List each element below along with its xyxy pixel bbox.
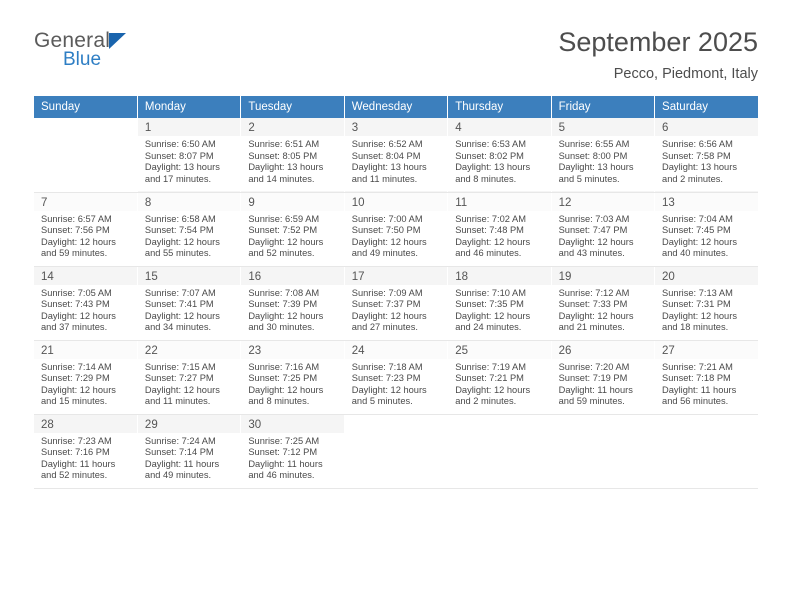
day-detail-line: and 37 minutes. bbox=[41, 322, 108, 333]
day-detail-line: and 52 minutes. bbox=[41, 470, 108, 481]
day-detail-line: Sunrise: 7:24 AM bbox=[144, 435, 216, 446]
calendar-week-row bbox=[34, 266, 758, 340]
day-detail-line: and 2 minutes. bbox=[662, 173, 724, 184]
day-number: 1 bbox=[144, 122, 152, 134]
day-detail-line: Sunset: 7:16 PM bbox=[41, 447, 110, 458]
calendar-day-cell[interactable] bbox=[137, 266, 240, 340]
day-detail-line: Daylight: 12 hours bbox=[455, 310, 531, 321]
day-detail-line: Sunset: 7:35 PM bbox=[455, 299, 524, 310]
logo-text-blue: Blue bbox=[63, 49, 102, 70]
calendar-day-cell[interactable] bbox=[344, 340, 447, 414]
day-detail-line: Daylight: 12 hours bbox=[351, 236, 427, 247]
day-detail-line: and 49 minutes. bbox=[144, 470, 212, 481]
day-detail-line: Sunset: 7:21 PM bbox=[455, 373, 524, 384]
day-detail-block bbox=[655, 136, 758, 191]
day-detail-line: Daylight: 12 hours bbox=[351, 384, 427, 395]
day-number: 17 bbox=[351, 270, 365, 283]
day-detail-line: Sunset: 7:39 PM bbox=[248, 299, 318, 310]
day-detail-block bbox=[552, 433, 654, 488]
calendar-week-row bbox=[34, 340, 758, 414]
day-detail-line: Daylight: 12 hours bbox=[662, 310, 737, 321]
day-number: 20 bbox=[662, 270, 675, 283]
day-detail-line: Daylight: 12 hours bbox=[248, 310, 324, 321]
day-detail-block bbox=[138, 136, 240, 191]
day-detail-line: Sunrise: 7:18 AM bbox=[351, 361, 423, 372]
day-number bbox=[655, 415, 758, 433]
day-detail-block bbox=[448, 433, 550, 488]
day-number bbox=[448, 415, 550, 433]
day-detail-line: Daylight: 13 hours bbox=[558, 162, 634, 173]
day-detail-line: Sunset: 7:23 PM bbox=[351, 373, 421, 384]
day-detail-line: and 43 minutes. bbox=[558, 248, 625, 259]
day-detail-line: Sunrise: 7:09 AM bbox=[351, 287, 423, 298]
day-detail-block bbox=[138, 285, 240, 340]
day-number: 14 bbox=[41, 270, 54, 283]
calendar-day-cell[interactable] bbox=[241, 340, 344, 414]
day-detail-line: Daylight: 12 hours bbox=[144, 384, 220, 395]
day-detail-line: Daylight: 13 hours bbox=[455, 162, 531, 173]
day-detail-line: Sunrise: 7:20 AM bbox=[558, 361, 630, 372]
day-detail-line: Sunset: 7:37 PM bbox=[351, 299, 421, 310]
day-detail-line: Sunset: 7:45 PM bbox=[662, 225, 731, 236]
day-detail-line: Sunrise: 6:56 AM bbox=[662, 139, 733, 149]
day-detail-line: Sunset: 7:56 PM bbox=[41, 225, 110, 236]
day-number: 7 bbox=[41, 196, 48, 209]
day-detail-line: Sunset: 7:14 PM bbox=[144, 447, 214, 458]
day-detail-line: Sunrise: 6:50 AM bbox=[144, 139, 216, 149]
day-detail-line: and 8 minutes. bbox=[248, 396, 310, 407]
day-detail-line: Sunset: 8:05 PM bbox=[248, 150, 318, 161]
day-detail-line: and 56 minutes. bbox=[662, 396, 729, 407]
day-number bbox=[345, 415, 447, 433]
calendar-day-cell[interactable] bbox=[137, 192, 240, 266]
calendar-day-cell[interactable] bbox=[344, 192, 447, 266]
day-detail-line: and 11 minutes. bbox=[351, 173, 418, 184]
day-detail-line: and 5 minutes. bbox=[558, 173, 620, 184]
day-detail-line: Sunrise: 6:51 AM bbox=[248, 139, 320, 149]
day-detail-line: Sunrise: 7:07 AM bbox=[144, 287, 216, 298]
location-subtitle: Pecco, Piedmont, Italy bbox=[613, 66, 758, 82]
calendar-day-cell[interactable] bbox=[137, 414, 240, 488]
day-detail-line: and 8 minutes. bbox=[455, 173, 517, 184]
day-detail-line: Sunset: 7:41 PM bbox=[144, 299, 214, 310]
calendar-empty-cell bbox=[448, 414, 551, 488]
day-detail-line: and 18 minutes. bbox=[662, 322, 729, 333]
calendar-day-cell[interactable] bbox=[344, 266, 447, 340]
day-detail-line: Sunrise: 7:21 AM bbox=[662, 361, 733, 372]
weekday-header-wednesday: Wednesday bbox=[344, 96, 447, 118]
logo[interactable] bbox=[34, 30, 174, 70]
day-number: 10 bbox=[351, 196, 365, 209]
calendar-empty-cell bbox=[655, 414, 758, 488]
day-detail-line: and 59 minutes. bbox=[41, 248, 108, 259]
day-detail-line: and 2 minutes. bbox=[455, 396, 517, 407]
day-detail-line: Sunset: 7:12 PM bbox=[248, 447, 318, 458]
day-number: 2 bbox=[248, 122, 255, 134]
day-detail-line: Daylight: 12 hours bbox=[455, 236, 531, 247]
day-detail-line: Daylight: 12 hours bbox=[558, 310, 634, 321]
day-detail-block bbox=[448, 359, 550, 414]
day-detail-line: and 17 minutes. bbox=[144, 173, 212, 184]
day-detail-line: Sunrise: 7:15 AM bbox=[144, 361, 216, 372]
day-detail-line: Sunrise: 7:00 AM bbox=[351, 213, 423, 224]
day-detail-line: Daylight: 11 hours bbox=[248, 458, 323, 469]
day-number: 30 bbox=[248, 418, 262, 431]
day-detail-block bbox=[655, 433, 758, 488]
day-detail-line: Sunrise: 7:12 AM bbox=[558, 287, 630, 298]
day-detail-line: Daylight: 12 hours bbox=[662, 236, 737, 247]
day-detail-line: and 34 minutes. bbox=[144, 322, 212, 333]
day-detail-block bbox=[241, 211, 343, 266]
day-number: 6 bbox=[662, 122, 669, 134]
day-number bbox=[552, 415, 654, 433]
day-detail-block bbox=[34, 211, 137, 266]
day-detail-block bbox=[345, 359, 447, 414]
day-number: 15 bbox=[144, 270, 158, 283]
calendar-day-cell[interactable] bbox=[655, 118, 758, 192]
day-detail-line: and 55 minutes. bbox=[144, 248, 212, 259]
day-detail-line: Daylight: 12 hours bbox=[41, 236, 116, 247]
calendar-day-cell[interactable] bbox=[344, 118, 447, 192]
day-number: 11 bbox=[455, 196, 468, 209]
calendar-empty-cell bbox=[344, 414, 447, 488]
day-number bbox=[34, 118, 137, 136]
calendar-day-cell[interactable] bbox=[551, 340, 654, 414]
logo-top-row bbox=[34, 30, 174, 52]
day-detail-line: Daylight: 13 hours bbox=[351, 162, 427, 173]
calendar-table bbox=[34, 96, 758, 489]
day-detail-line: and 46 minutes. bbox=[248, 470, 315, 481]
day-number: 19 bbox=[558, 270, 572, 283]
day-detail-line: and 52 minutes. bbox=[248, 248, 315, 259]
day-detail-line: Sunset: 7:29 PM bbox=[41, 373, 110, 384]
day-detail-line: Daylight: 12 hours bbox=[248, 236, 324, 247]
day-detail-line: and 21 minutes. bbox=[558, 322, 625, 333]
title-block bbox=[558, 26, 758, 84]
day-detail-block bbox=[552, 136, 654, 191]
day-detail-line: Sunrise: 7:05 AM bbox=[41, 287, 112, 298]
day-detail-line: Sunset: 7:54 PM bbox=[144, 225, 214, 236]
day-detail-line: Sunset: 7:27 PM bbox=[144, 373, 214, 384]
day-detail-block bbox=[552, 285, 654, 340]
day-detail-line: and 40 minutes. bbox=[662, 248, 729, 259]
day-detail-line: Sunset: 7:19 PM bbox=[558, 373, 628, 384]
day-number: 22 bbox=[144, 344, 158, 357]
day-detail-line: Sunset: 7:58 PM bbox=[662, 150, 731, 161]
day-detail-block bbox=[34, 136, 137, 191]
day-detail-block bbox=[138, 359, 240, 414]
calendar-day-cell[interactable] bbox=[241, 192, 344, 266]
day-detail-line: and 59 minutes. bbox=[558, 396, 625, 407]
day-detail-line: Daylight: 11 hours bbox=[144, 458, 220, 469]
day-detail-line: Daylight: 12 hours bbox=[41, 310, 116, 321]
day-number: 24 bbox=[351, 344, 365, 357]
calendar-day-cell[interactable] bbox=[137, 118, 240, 192]
day-detail-line: Sunset: 8:02 PM bbox=[455, 150, 524, 161]
day-detail-block bbox=[241, 285, 343, 340]
day-detail-line: and 46 minutes. bbox=[455, 248, 522, 259]
calendar-day-cell[interactable] bbox=[241, 414, 344, 488]
day-detail-block bbox=[138, 211, 240, 266]
day-detail-line: Sunset: 8:07 PM bbox=[144, 150, 214, 161]
day-detail-line: Daylight: 12 hours bbox=[351, 310, 427, 321]
day-number: 23 bbox=[248, 344, 262, 357]
day-detail-line: Sunrise: 7:04 AM bbox=[662, 213, 733, 224]
day-detail-line: Sunrise: 7:02 AM bbox=[455, 213, 526, 224]
calendar-day-cell[interactable] bbox=[34, 340, 137, 414]
day-detail-line: Sunrise: 7:08 AM bbox=[248, 287, 320, 298]
calendar-empty-cell bbox=[34, 118, 137, 192]
day-detail-line: Sunrise: 6:55 AM bbox=[558, 139, 630, 149]
calendar-week-row bbox=[34, 414, 758, 488]
day-detail-line: Sunset: 7:43 PM bbox=[41, 299, 110, 310]
day-detail-line: Daylight: 13 hours bbox=[144, 162, 220, 173]
day-detail-line: Sunrise: 6:53 AM bbox=[455, 139, 526, 149]
day-detail-block bbox=[655, 285, 758, 340]
day-number: 16 bbox=[248, 270, 262, 283]
calendar-day-cell[interactable] bbox=[448, 340, 551, 414]
day-number: 8 bbox=[144, 196, 152, 209]
day-detail-block bbox=[345, 433, 447, 488]
weekday-header-sunday: Sunday bbox=[34, 96, 137, 118]
calendar-day-cell[interactable] bbox=[34, 266, 137, 340]
weekday-header-tuesday: Tuesday bbox=[241, 96, 344, 118]
day-detail-line: Sunset: 7:50 PM bbox=[351, 225, 421, 236]
day-number: 26 bbox=[558, 344, 572, 357]
calendar-body bbox=[34, 118, 758, 488]
calendar-day-cell[interactable] bbox=[551, 266, 654, 340]
day-detail-block bbox=[241, 136, 343, 191]
day-number: 9 bbox=[248, 196, 255, 209]
logo-text-general: General bbox=[34, 29, 111, 52]
day-detail-line: and 30 minutes. bbox=[248, 322, 315, 333]
calendar-day-cell[interactable] bbox=[655, 340, 758, 414]
day-detail-block bbox=[138, 433, 240, 488]
day-detail-line: and 49 minutes. bbox=[351, 248, 418, 259]
calendar-day-cell[interactable] bbox=[448, 118, 551, 192]
calendar-week-row bbox=[34, 118, 758, 192]
calendar-week-row bbox=[34, 192, 758, 266]
day-detail-line: Sunset: 7:18 PM bbox=[662, 373, 731, 384]
day-detail-line: Daylight: 12 hours bbox=[41, 384, 116, 395]
day-number: 27 bbox=[662, 344, 675, 357]
weekday-header-saturday: Saturday bbox=[655, 96, 758, 118]
calendar-day-cell[interactable] bbox=[137, 340, 240, 414]
day-detail-line: Daylight: 12 hours bbox=[248, 384, 324, 395]
weekday-header-thursday: Thursday bbox=[448, 96, 551, 118]
day-number: 3 bbox=[351, 122, 359, 134]
blue-flag-icon bbox=[109, 33, 126, 49]
day-detail-block bbox=[345, 285, 447, 340]
day-detail-line: Sunrise: 6:52 AM bbox=[351, 139, 423, 149]
day-number: 29 bbox=[144, 418, 158, 431]
day-number: 13 bbox=[662, 196, 675, 209]
day-detail-block bbox=[552, 211, 654, 266]
day-detail-block bbox=[345, 136, 447, 191]
day-detail-block bbox=[448, 211, 550, 266]
day-number: 25 bbox=[455, 344, 468, 357]
calendar-day-cell[interactable] bbox=[34, 192, 137, 266]
weekday-header-row bbox=[34, 96, 758, 118]
day-detail-line: Daylight: 13 hours bbox=[248, 162, 324, 173]
day-detail-line: Daylight: 12 hours bbox=[558, 236, 634, 247]
day-number: 28 bbox=[41, 418, 54, 431]
day-detail-line: and 24 minutes. bbox=[455, 322, 522, 333]
day-number: 4 bbox=[455, 122, 462, 134]
day-detail-line: Daylight: 11 hours bbox=[41, 458, 116, 469]
day-detail-line: Daylight: 12 hours bbox=[144, 236, 220, 247]
calendar-day-cell[interactable] bbox=[241, 266, 344, 340]
weekday-header-monday: Monday bbox=[137, 96, 240, 118]
day-detail-line: Sunrise: 7:03 AM bbox=[558, 213, 630, 224]
day-detail-line: Daylight: 13 hours bbox=[662, 162, 737, 173]
day-detail-block bbox=[241, 433, 343, 488]
calendar-day-cell[interactable] bbox=[655, 192, 758, 266]
calendar-day-cell[interactable] bbox=[448, 192, 551, 266]
calendar-day-cell[interactable] bbox=[34, 414, 137, 488]
day-detail-line: Sunset: 7:47 PM bbox=[558, 225, 628, 236]
day-detail-block bbox=[345, 211, 447, 266]
day-detail-block bbox=[448, 285, 550, 340]
day-detail-line: Sunrise: 6:57 AM bbox=[41, 213, 112, 224]
day-detail-block bbox=[34, 359, 137, 414]
page-title: September 2025 bbox=[558, 27, 758, 57]
day-detail-line: and 27 minutes. bbox=[351, 322, 418, 333]
day-detail-line: Sunset: 8:00 PM bbox=[558, 150, 628, 161]
page-header bbox=[34, 0, 758, 96]
calendar-empty-cell bbox=[551, 414, 654, 488]
day-detail-line: Sunset: 7:31 PM bbox=[662, 299, 731, 310]
day-detail-line: Sunrise: 7:14 AM bbox=[41, 361, 112, 372]
day-detail-line: and 15 minutes. bbox=[41, 396, 108, 407]
day-number: 18 bbox=[455, 270, 468, 283]
calendar-day-cell[interactable] bbox=[448, 266, 551, 340]
calendar-day-cell[interactable] bbox=[241, 118, 344, 192]
day-detail-block bbox=[552, 359, 654, 414]
day-detail-line: and 11 minutes. bbox=[144, 396, 211, 407]
day-detail-line: and 14 minutes. bbox=[248, 173, 315, 184]
day-detail-line: Sunset: 7:48 PM bbox=[455, 225, 524, 236]
day-detail-line: Sunset: 7:52 PM bbox=[248, 225, 318, 236]
day-detail-line: Sunrise: 7:19 AM bbox=[455, 361, 526, 372]
day-detail-line: Daylight: 12 hours bbox=[455, 384, 531, 395]
calendar-day-cell[interactable] bbox=[551, 192, 654, 266]
day-detail-line: Sunset: 7:33 PM bbox=[558, 299, 628, 310]
day-detail-line: Sunrise: 7:16 AM bbox=[248, 361, 320, 372]
day-number: 21 bbox=[41, 344, 54, 357]
day-detail-block bbox=[34, 433, 137, 488]
day-detail-line: Daylight: 11 hours bbox=[558, 384, 633, 395]
day-detail-line: Sunrise: 7:25 AM bbox=[248, 435, 320, 446]
day-number: 12 bbox=[558, 196, 572, 209]
day-detail-line: Daylight: 11 hours bbox=[662, 384, 737, 395]
day-detail-line: Sunrise: 6:59 AM bbox=[248, 213, 320, 224]
day-detail-line: Sunrise: 7:23 AM bbox=[41, 435, 112, 446]
weekday-header-friday: Friday bbox=[551, 96, 654, 118]
day-detail-block bbox=[655, 211, 758, 266]
day-number: 5 bbox=[558, 122, 566, 134]
day-detail-line: Sunrise: 6:58 AM bbox=[144, 213, 216, 224]
day-detail-block bbox=[448, 136, 550, 191]
day-detail-line: Sunset: 8:04 PM bbox=[351, 150, 421, 161]
day-detail-line: Sunset: 7:25 PM bbox=[248, 373, 318, 384]
day-detail-line: Daylight: 12 hours bbox=[144, 310, 220, 321]
day-detail-line: Sunrise: 7:10 AM bbox=[455, 287, 526, 298]
day-detail-block bbox=[241, 359, 343, 414]
day-detail-block bbox=[655, 359, 758, 414]
calendar-day-cell[interactable] bbox=[551, 118, 654, 192]
day-detail-block bbox=[34, 285, 137, 340]
day-detail-line: Sunrise: 7:13 AM bbox=[662, 287, 733, 298]
day-detail-line: and 5 minutes. bbox=[351, 396, 413, 407]
calendar-day-cell[interactable] bbox=[655, 266, 758, 340]
